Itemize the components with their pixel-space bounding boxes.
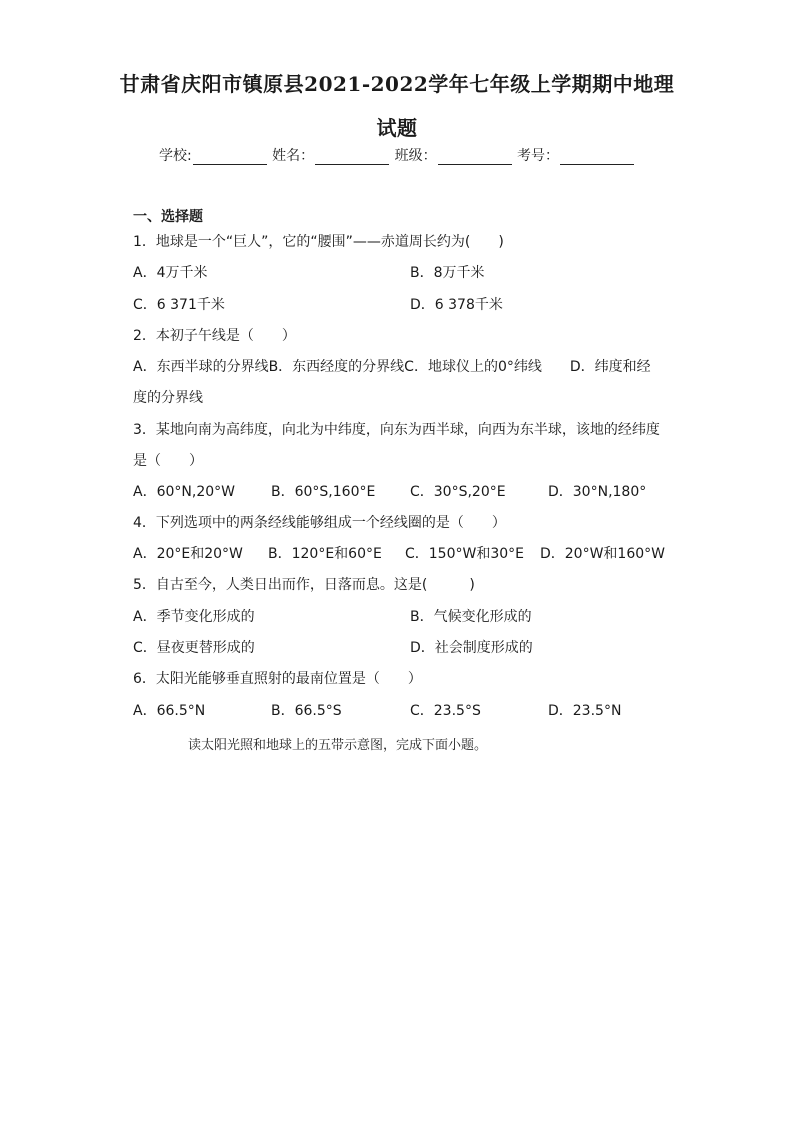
question-5-option-a[interactable]: A．季节变化形成的 bbox=[133, 609, 255, 625]
question-4-option-c[interactable]: C．150°W和30°E bbox=[405, 546, 524, 562]
exam-number-label: 考号： bbox=[517, 148, 560, 164]
question-4-option-a[interactable]: A．20°E和20°W bbox=[133, 546, 243, 562]
question-1-option-d[interactable]: D．6 378千米 bbox=[410, 297, 503, 313]
question-1-option-a[interactable]: A．4万千米 bbox=[133, 265, 208, 281]
question-5-option-b[interactable]: B．气候变化形成的 bbox=[410, 609, 532, 625]
question-3-option-a[interactable]: A．60°N,20°W bbox=[133, 484, 235, 500]
question-2-options-line2[interactable]: 度的分界线 bbox=[133, 390, 203, 406]
school-label: 学校: bbox=[158, 148, 192, 164]
question-1-option-b[interactable]: B．8万千米 bbox=[410, 265, 485, 281]
question-6-option-c[interactable]: C．23.5°S bbox=[410, 703, 481, 719]
question-3-option-d[interactable]: D．30°N,180° bbox=[548, 484, 647, 500]
name-label: 姓名： bbox=[272, 148, 315, 164]
exam-title-line1: 甘肃省庆阳市镇原县2021-2022学年七年级上学期期中地理 bbox=[119, 72, 675, 96]
school-blank[interactable] bbox=[193, 150, 267, 165]
question-6-option-b[interactable]: B．66.5°S bbox=[271, 703, 342, 719]
exam-title-line2: 试题 bbox=[376, 116, 418, 140]
question-4-stem: 4．下列选项中的两条经线能够组成一个经线圈的是（ ） bbox=[133, 515, 506, 531]
question-5-stem: 5．自古至今，人类日出而作，日落而息。这是( ) bbox=[133, 577, 475, 593]
student-info-row bbox=[0, 145, 794, 165]
question-1-stem: 1．地球是一个“巨人”，它的“腰围”——赤道周长约为( ) bbox=[133, 234, 504, 250]
question-6-option-d[interactable]: D．23.5°N bbox=[548, 703, 622, 719]
question-6-stem: 6．太阳光能够垂直照射的最南位置是（ ） bbox=[133, 671, 422, 687]
figure-reading-note: 读太阳光照和地球上的五带示意图，完成下面小题。 bbox=[188, 738, 488, 753]
class-blank[interactable] bbox=[438, 150, 512, 165]
question-4-option-d[interactable]: D．20°W和160°W bbox=[540, 546, 666, 562]
question-3-option-b[interactable]: B．60°S,160°E bbox=[271, 484, 376, 500]
question-3-stem-line1: 3．某地向南为高纬度，向北为中纬度，向东为西半球，向西为东半球，该地的经纬度 bbox=[133, 422, 660, 438]
question-4-option-b[interactable]: B．120°E和60°E bbox=[268, 546, 382, 562]
question-3-option-c[interactable]: C．30°S,20°E bbox=[410, 484, 506, 500]
question-2-stem: 2．本初子午线是（ ） bbox=[133, 328, 296, 344]
question-5-option-d[interactable]: D．社会制度形成的 bbox=[410, 640, 533, 656]
question-1-option-c[interactable]: C．6 371千米 bbox=[133, 297, 225, 313]
question-6-option-a[interactable]: A．66.5°N bbox=[133, 703, 206, 719]
exam-number-blank[interactable] bbox=[560, 150, 634, 165]
name-blank[interactable] bbox=[315, 150, 389, 165]
question-2-options-line1[interactable]: A．东西半球的分界线B．东西经度的分界线C．地球仪上的0°纬线 D．纬度和经 bbox=[133, 359, 651, 375]
section-title: 一、选择题 bbox=[133, 209, 203, 225]
question-3-stem-line2: 是（ ） bbox=[133, 453, 203, 469]
question-5-option-c[interactable]: C．昼夜更替形成的 bbox=[133, 640, 255, 656]
class-label: 班级： bbox=[394, 148, 437, 164]
